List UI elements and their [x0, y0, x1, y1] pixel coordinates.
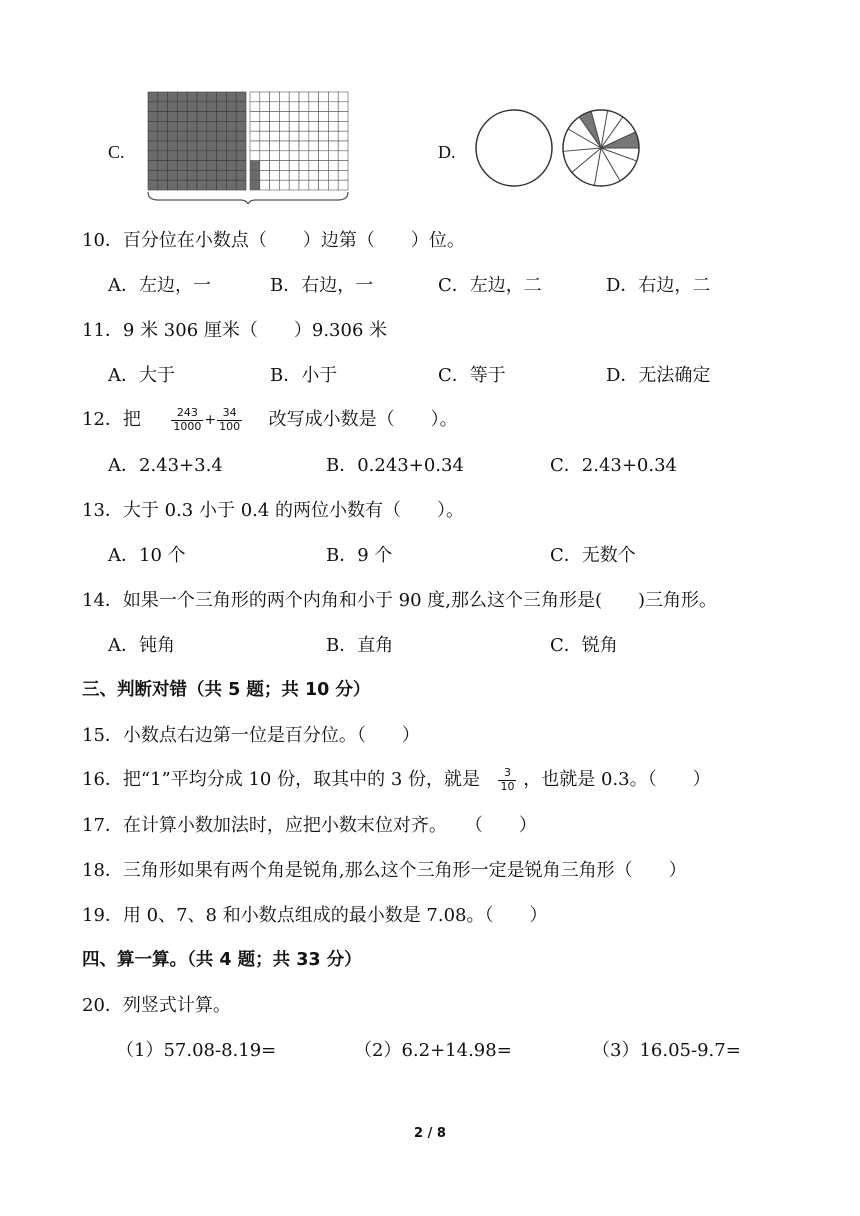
hundred-grid-figure: [140, 86, 356, 204]
question-14: 14．如果一个三角形的两个内角和小于 90 度,那么这个三角形是( )三角形。: [82, 590, 718, 611]
question-19: 19．用 0、7、8 和小数点组成的最小数是 7.08。（ ）: [82, 905, 548, 926]
q20-item-3: （3）16.05-9.7=: [592, 1040, 741, 1061]
q14-option-b: B．直角: [326, 635, 394, 656]
question-15: 15．小数点右边第一位是百分位。（ ）: [82, 725, 420, 746]
option-c-label: C.: [108, 142, 125, 162]
q11-option-b: B．小于: [270, 365, 338, 386]
sector-circle-figure: [558, 108, 644, 188]
question-16: [82, 762, 711, 798]
q20-item-2: （2）6.2+14.98=: [354, 1040, 512, 1061]
q14-option-a: A．钝角: [108, 635, 175, 656]
q12-prefix: 12．把: [82, 409, 141, 430]
q10-option-d: D．右边，二: [606, 275, 711, 296]
q12-option-b: B．0.243+0.34: [326, 455, 464, 476]
q16-prefix: 16．把“1”平均分成 10 份，取其中的 3 份，就是: [82, 769, 481, 790]
q13-option-c: C．无数个: [550, 545, 636, 566]
q10-option-a: A．左边，一: [108, 275, 211, 296]
q11-option-a: A．大于: [108, 365, 175, 386]
q14-option-c: C．锐角: [550, 635, 618, 656]
q12-fraction-2: $\frac{34}{100}$: [219, 405, 241, 433]
q16-fraction: $\frac{3}{10}$: [500, 765, 515, 793]
section-4-title: 四、算一算。（共 4 题；共 33 分）: [82, 950, 362, 970]
filled-grid: [148, 92, 246, 190]
question-20: 20．列竖式计算。: [82, 995, 231, 1016]
question-11: 11．9 米 306 厘米（ ）9.306 米: [82, 320, 388, 341]
circle-figure: [472, 108, 556, 188]
q11-option-d: D．无法确定: [606, 365, 711, 386]
q11-option-c: C．等于: [438, 365, 506, 386]
q13-option-a: A．10 个: [108, 545, 186, 566]
q10-option-b: B．右边，一: [270, 275, 374, 296]
q12-option-a: A．2.43+3.4: [108, 455, 223, 476]
page-number: 2 / 8: [414, 1126, 446, 1141]
partial-grid: [250, 92, 348, 190]
q12-suffix: 改写成小数是（ ）。: [268, 409, 458, 430]
option-d-label: D.: [438, 142, 456, 162]
q13-option-b: B．9 个: [326, 545, 393, 566]
q16-suffix: ，也就是 0.3。（ ）: [523, 769, 711, 790]
q12-plus: +: [204, 412, 217, 428]
question-17: 17．在计算小数加法时，应把小数末位对齐。 （ ）: [82, 815, 537, 836]
section-3-title: 三、判断对错（共 5 题；共 10 分）: [82, 680, 371, 700]
q12-option-c: C．2.43+0.34: [550, 455, 678, 476]
question-13: 13．大于 0.3 小于 0.4 的两位小数有（ ）。: [82, 500, 465, 521]
question-10: 10．百分位在小数点（ ）边第（ ）位。: [82, 230, 465, 251]
question-12: [82, 402, 458, 438]
q10-option-c: C．左边，二: [438, 275, 542, 296]
question-18: 18．三角形如果有两个角是锐角,那么这个三角形一定是锐角三角形（ ）: [82, 860, 687, 881]
q12-fraction-1: $\frac{243}{1000}$: [173, 405, 202, 433]
brace-icon: [148, 192, 348, 204]
q20-item-1: （1）57.08-8.19=: [116, 1040, 277, 1061]
